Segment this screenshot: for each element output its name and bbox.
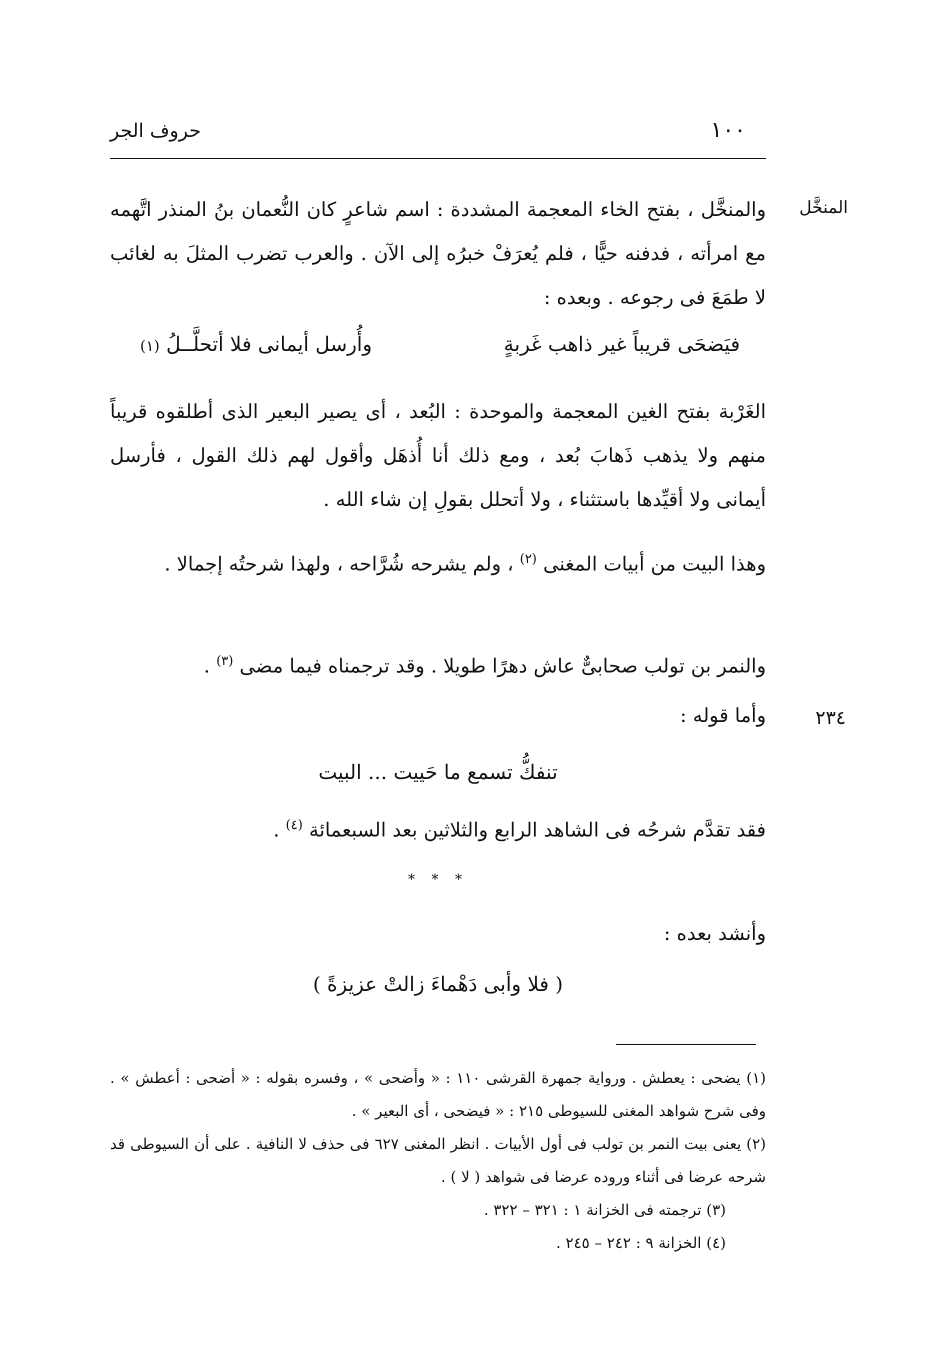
page-number: ١٠٠	[710, 118, 746, 143]
footnote-2: (٢) يعنى بيت النمر بن تولب فى أول الأبيات . انظر المغنى ٦٢٧ فى حذف لا النافية . على أن السيوطى قد شرحه عرضا فى أثناء وروده عرضا فى شواهد ( لا ) .	[110, 1135, 766, 1186]
footnote-4: (٤) الخزانة ٩ : ٢٤٢ – ٢٤٥ .	[556, 1234, 726, 1252]
footnote-ref-4: (٤)	[285, 818, 303, 833]
paragraph-4-end: .	[203, 654, 210, 678]
paragraph-3-rest: ، ولم يشرحه شُرَّاحه ، ولهذا شرحتُه إجمالا .	[164, 552, 514, 576]
paragraph-6-text: فقد تقدَّم شرحُه فى الشاهد الرابع والثلاثين بعد السبعمائة	[308, 818, 766, 842]
footnotes	[110, 1062, 766, 1260]
verse-1-first-hemistich: فيَضحَى قريباً غير ذاهب غَربةٍ	[503, 332, 740, 356]
paragraph-6	[110, 804, 766, 853]
footnote-3: (٣) ترجمته فى الخزانة ١ : ٣٢١ – ٣٢٢ .	[483, 1201, 726, 1219]
running-title: حروف الجر	[110, 120, 201, 142]
verse-3: ( فلا وأبى دَهْماءَ زالتْ عزيزةً )	[312, 972, 564, 996]
paragraph-2: الغَرْبة بفتح الغين المعجمة والموحدة : البُعد ، أى يصير البعير الذى أطلقوه قريباً منهم ولا يذهب ذَهابَ بُعد ، ومع ذلك أنا أُذهَل وأقول لهم ذلك القول ، فأرسل أيمانى ولا أقيِّدها باستثناء ، ولا أتحلل بقولِ إن شاء الله .	[110, 400, 766, 511]
paragraph-7: وأنشد بعده :	[663, 922, 766, 945]
margin-term: المنخَّل	[799, 198, 848, 218]
paragraph-5: وأما قوله :	[680, 704, 766, 727]
footnote-ref-1: (١)	[140, 337, 160, 355]
footnote-ref-2: (٢)	[519, 552, 537, 567]
footnote-divider	[616, 1044, 756, 1045]
paragraph-6-end: .	[273, 818, 280, 842]
margin-reference: ٢٣٤	[815, 707, 846, 729]
page-header	[110, 118, 766, 159]
footnote-ref-3: (٣)	[216, 654, 234, 669]
paragraph-3-start: وهذا البيت من أبيات المغنى	[543, 552, 766, 576]
paragraph-1: والمنخَّل ، بفتح الخاء المعجمة المشددة : اسم شاعرٍ كان النُّعمان بنُ المنذر اتَّهمه مع امرأته ، فدفنه حيًّا ، فلم يُعرَفْ خبرُه إلى الآن . والعرب تضرب المثلَ به لغائب لا طمَعَ فى رجوعه . وبعده :	[110, 198, 766, 309]
paragraph-4-text: والنمر بن تولب صحابىٌّ عاش دهرًا طويلا . وقد ترجمناه فيما مضى	[239, 654, 766, 678]
verse-1-second-hemistich-group	[140, 332, 372, 356]
verse-2: تنفكُّ تسمع ما حَييت ... البيت	[318, 760, 558, 784]
paragraph-4	[110, 640, 766, 689]
footnote-1: (١) يضحى : يعطش . ورواية جمهرة القرشى ١١٠ : « وأضحى » ، وفسره بقوله : « أضحى : أعطش » . وفى شرح شواهد المغنى للسيوطى ٢١٥ : « فيضحى ، أى البعير » .	[110, 1069, 766, 1120]
section-separator: * * *	[408, 872, 468, 888]
verse-1-second-hemistich: وأُرسل أيمانى فلا أتحلَّــلُ	[166, 332, 373, 356]
verse-1	[140, 332, 740, 356]
paragraph-3	[110, 538, 766, 587]
